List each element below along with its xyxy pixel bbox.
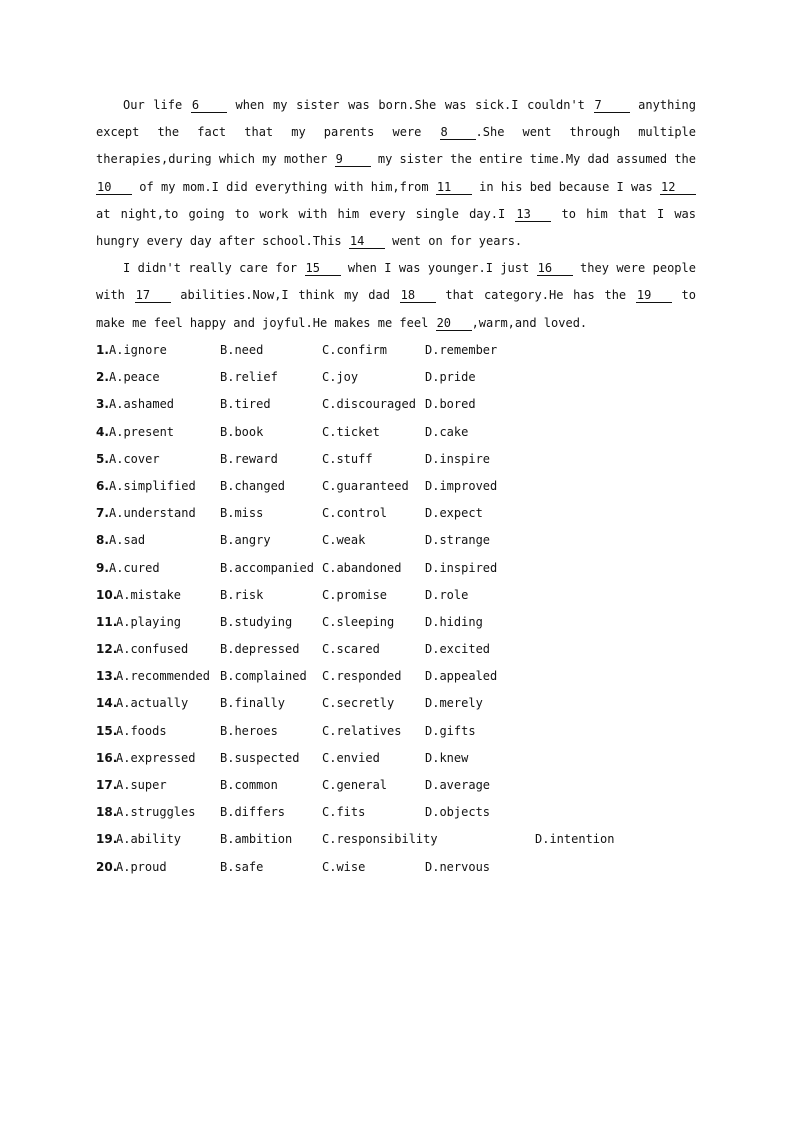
- passage-text: to make me feel happy and joyful.He makes me feel: [96, 288, 696, 330]
- question-number: 3.: [96, 397, 109, 412]
- question-number: 14.: [96, 696, 118, 711]
- question-list: [96, 337, 716, 881]
- question-number: 19.: [96, 832, 118, 847]
- blank-20: 20: [436, 316, 472, 331]
- option-b: B.need: [220, 343, 264, 357]
- passage-paragraph-1: [96, 92, 696, 255]
- option-d: D.bored: [425, 397, 476, 412]
- question-row: [96, 663, 716, 690]
- question-number: 10.: [96, 587, 118, 602]
- option-c: C.stuff: [322, 451, 373, 466]
- blank-19: 19: [636, 288, 672, 303]
- question-row: [96, 582, 716, 609]
- question-row: [96, 446, 716, 473]
- option-b: B.finally: [220, 696, 286, 711]
- option-a: A.actually: [116, 696, 189, 711]
- option-d: D.expect: [425, 506, 483, 521]
- option-c: C.confirm: [322, 343, 388, 357]
- passage-text: that category.He has the: [435, 288, 636, 303]
- passage-text: .She went through multiple therapies,during which my mother: [96, 125, 697, 167]
- question-row: [96, 500, 716, 527]
- question-row: [96, 609, 716, 636]
- question-row: [96, 391, 716, 418]
- question-row: [96, 364, 716, 391]
- option-a: A.cover: [109, 451, 160, 466]
- question-number: 16.: [96, 750, 118, 765]
- cloze-passage: [96, 92, 696, 337]
- blank-10: 10: [96, 180, 132, 195]
- passage-text: I didn't really care for: [123, 261, 305, 276]
- question-number: 4.: [96, 424, 109, 439]
- question-row: [96, 745, 716, 772]
- question-number: 20.: [96, 859, 118, 874]
- question-row: [96, 473, 716, 500]
- question-row: [96, 555, 716, 582]
- question-number: 7.: [96, 506, 109, 521]
- question-number: 13.: [96, 669, 118, 684]
- option-b: B.tired: [220, 397, 271, 412]
- blank-13: 13: [515, 207, 551, 222]
- question-number: 9.: [96, 560, 109, 575]
- question-number: 8.: [96, 533, 109, 548]
- option-c: C.joy: [322, 370, 359, 385]
- option-a: A.super: [116, 778, 167, 792]
- option-a: A.present: [109, 424, 175, 439]
- question-number: 17.: [96, 778, 118, 792]
- question-number: 15.: [96, 723, 118, 738]
- option-c: C.responded: [322, 669, 402, 684]
- option-d: D.gifts: [425, 723, 476, 738]
- option-a: A.ashamed: [109, 397, 175, 412]
- question-row: [96, 826, 716, 853]
- option-a: A.understand: [109, 506, 196, 521]
- option-d: D.role: [425, 587, 469, 602]
- question-row: [96, 337, 716, 364]
- option-a: A.ignore: [109, 343, 167, 357]
- option-a: A.struggles: [116, 805, 196, 820]
- blank-11: 11: [436, 180, 472, 195]
- passage-text: ,warm,and loved.: [471, 315, 588, 330]
- blank-16: 16: [537, 261, 573, 276]
- question-row: [96, 854, 716, 881]
- option-c: C.guaranteed: [322, 478, 409, 493]
- question-row: [96, 527, 716, 554]
- blank-9: 9: [335, 152, 371, 167]
- passage-text: of my mom.I did everything with him,from: [132, 179, 436, 194]
- question-number: 18.: [96, 805, 118, 820]
- passage-text: at night,to going to work with him every single day.I: [96, 206, 516, 221]
- question-row: [96, 636, 716, 663]
- option-b: B.angry: [220, 533, 271, 548]
- option-d: D.hiding: [425, 614, 483, 629]
- question-row: [96, 799, 716, 826]
- option-d: D.merely: [425, 696, 483, 711]
- option-c: C.relatives: [322, 723, 402, 738]
- blank-8: 8: [440, 125, 476, 140]
- option-c: C.abandoned: [322, 560, 402, 575]
- option-a: A.confused: [116, 642, 189, 657]
- option-d: D.remember: [425, 343, 498, 357]
- option-c: C.discouraged: [322, 397, 416, 412]
- option-c: C.fits: [322, 805, 366, 820]
- question-row: [96, 718, 716, 745]
- passage-text: in his bed because I was: [471, 179, 661, 194]
- option-c: C.ticket: [322, 424, 380, 439]
- option-b: B.depressed: [220, 642, 300, 657]
- option-c: C.secretly: [322, 696, 395, 711]
- option-a: A.mistake: [116, 587, 182, 602]
- option-c: C.wise: [322, 859, 366, 874]
- blank-18: 18: [400, 288, 436, 303]
- option-b: B.complained: [220, 669, 307, 684]
- option-d: D.inspire: [425, 451, 491, 466]
- question-number: 1.: [96, 343, 109, 357]
- blank-17: 17: [135, 288, 171, 303]
- option-a: A.simplified: [109, 478, 196, 493]
- option-a: A.foods: [116, 723, 167, 738]
- option-a: A.ability: [116, 832, 182, 847]
- option-d: D.strange: [425, 533, 491, 548]
- option-a: A.recommended: [116, 669, 210, 684]
- option-d: D.nervous: [425, 859, 491, 874]
- option-c: C.weak: [322, 533, 366, 548]
- option-b: B.miss: [220, 506, 264, 521]
- passage-text: when I was younger.I just: [340, 261, 537, 276]
- option-c: C.general: [322, 778, 388, 792]
- passage-text: when my sister was born.She was sick.I couldn't: [226, 98, 594, 112]
- passage-text: went on for years.: [384, 234, 523, 249]
- blank-14: 14: [349, 234, 385, 249]
- question-row: [96, 772, 716, 799]
- passage-paragraph-2: [96, 255, 696, 337]
- option-d: D.cake: [425, 424, 469, 439]
- option-b: B.suspected: [220, 750, 300, 765]
- option-b: B.changed: [220, 478, 286, 493]
- option-b: B.differs: [220, 805, 286, 820]
- option-b: B.heroes: [220, 723, 278, 738]
- question-row: [96, 419, 716, 446]
- passage-text: anything except the fact that my parents were: [96, 98, 696, 140]
- option-b: B.accompanied: [220, 560, 314, 575]
- option-d: D.average: [425, 778, 491, 792]
- option-a: A.playing: [116, 614, 182, 629]
- passage-text: they were people with: [96, 261, 696, 303]
- blank-12: 12: [660, 180, 696, 195]
- blank-15: 15: [305, 261, 341, 276]
- question-number: 11.: [96, 614, 118, 629]
- option-d: D.appealed: [425, 669, 498, 684]
- option-b: B.safe: [220, 859, 264, 874]
- question-number: 12.: [96, 642, 118, 657]
- passage-text: to him that I was hungry every day after school.This: [96, 206, 696, 249]
- option-a: A.expressed: [116, 750, 196, 765]
- blank-6: 6: [191, 98, 227, 113]
- question-row: [96, 690, 716, 717]
- option-d: D.knew: [425, 750, 469, 765]
- option-d: D.improved: [425, 478, 498, 493]
- question-number: 2.: [96, 370, 109, 385]
- option-c: C.sleeping: [322, 614, 395, 629]
- option-c: C.responsibility: [322, 832, 438, 847]
- option-b: B.studying: [220, 614, 293, 629]
- option-d: D.objects: [425, 805, 491, 820]
- passage-text: Our life: [123, 98, 191, 112]
- option-c: C.control: [322, 506, 388, 521]
- option-d: D.intention: [535, 832, 615, 847]
- option-a: A.proud: [116, 859, 167, 874]
- blank-7: 7: [594, 98, 630, 113]
- option-d: D.pride: [425, 370, 476, 385]
- option-c: C.promise: [322, 587, 388, 602]
- option-d: D.excited: [425, 642, 491, 657]
- option-b: B.ambition: [220, 832, 293, 847]
- option-c: C.envied: [322, 750, 380, 765]
- option-d: D.inspired: [425, 560, 498, 575]
- passage-text: my sister the entire time.My dad assumed the: [370, 152, 696, 167]
- question-number: 6.: [96, 478, 109, 493]
- option-b: B.reward: [220, 451, 278, 466]
- option-a: A.sad: [109, 533, 146, 548]
- option-a: A.peace: [109, 370, 160, 385]
- option-b: B.risk: [220, 587, 264, 602]
- question-number: 5.: [96, 451, 109, 466]
- option-b: B.relief: [220, 370, 278, 385]
- option-b: B.common: [220, 778, 278, 792]
- passage-text: abilities.Now,I think my dad: [170, 288, 400, 303]
- option-c: C.scared: [322, 642, 380, 657]
- option-b: B.book: [220, 424, 264, 439]
- option-a: A.cured: [109, 560, 160, 575]
